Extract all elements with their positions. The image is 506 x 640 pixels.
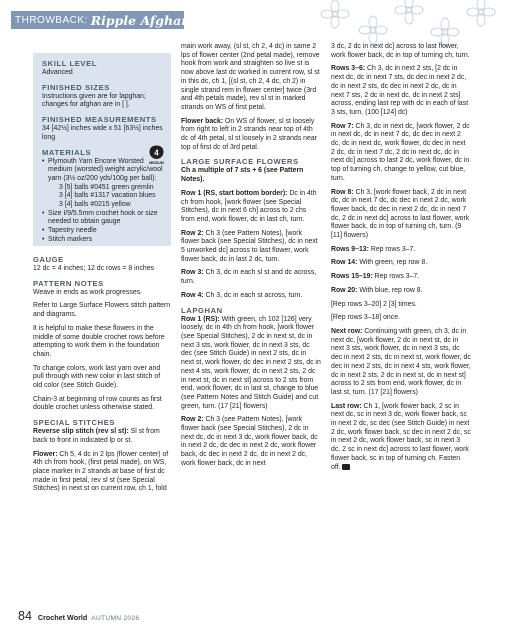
lapghan-row-1-text: With green, ch 102 [126] very loosely, dc in 4th ch from hook, [work flower (see Special Stitches), 2 dc in next st, dc in next 3 sts, work flower, dc in next 3 sts, dc dec (see Stitch Guide) in next 2 sts, dc in next st, work flower, dc dec in next 2 sts, dc in next 4 sts, work flower, dc in next 2 sts, 2 dc in next st, dc in next st] across to 2 sts from end, work flower, dc in last st, change to blue (see Pattern Notes and Stitch Guide) and cut green, turn. (17 [21] flowers): [181, 315, 321, 410]
stitch-multiple-label: Ch a multiple of 7 sts + 6 (see Pattern Notes).: [181, 167, 304, 184]
lsf-row-4-label: Row 4:: [181, 291, 204, 299]
gauge-text: 12 dc = 4 inches; 12 dc rows = 8 inches: [33, 265, 155, 272]
column-2: [181, 43, 321, 474]
lapghan-row-2-label: Row 2:: [181, 416, 204, 424]
reverse-slip-stitch-label: Reverse slip stitch (rev sl st):: [33, 428, 129, 436]
repeat-instruction-1: [Rep rows 3–20] 2 [3] times.: [331, 300, 417, 308]
yarn-weight-label: MEDIUM: [149, 160, 164, 165]
column-3: [331, 43, 471, 477]
materials-item: • Size I/9/5.5mm crochet hook or size needed to obtain gauge: [42, 210, 165, 227]
skill-level-heading: SKILL LEVEL: [42, 59, 97, 68]
finished-measurements-heading: FINISHED MEASUREMENTS: [42, 115, 157, 125]
flower-stitch-text: Ch 5, 4 dc in 2 lps (flower center) of 4th ch from hook, (first petal made), on WS, place marker in 2 strands at base of first dc made in first petal, rev sl st (see Special Stitches) in next st on current row, ch 1, fold: [33, 450, 169, 493]
row-7: [331, 123, 471, 184]
materials-item: • Plymouth Yarn Encore Worsted medium (worsted) weight acrylic/wool yarn (3½ oz/200 yds/100g per ball):: [42, 158, 165, 184]
row-8: [331, 189, 471, 241]
lsf-row-1-label: Row 1 (RS, start bottom border):: [181, 189, 288, 197]
lapghan-row-2: [181, 416, 321, 468]
lsf-row-1: [181, 190, 321, 225]
finished-sizes-heading: FINISHED SIZES: [42, 82, 110, 92]
special-stitches-heading: SPECIAL STITCHES: [33, 418, 116, 428]
row-2-continued-text: 3 dc, 2 dc in next dc] across to last flower, work flower back, dc in top of turning ch, turn.: [331, 43, 470, 59]
row-8-label: Row 8:: [331, 188, 354, 196]
row-14: [331, 259, 471, 268]
flower-stitch-paragraph: [33, 451, 171, 495]
lsf-row-3-label: Row 3:: [181, 269, 204, 277]
reverse-slip-stitch-text: Sl st from back to front in indicated lp or st.: [33, 428, 160, 444]
page-number: 84: [18, 609, 32, 623]
materials-item: • Tapestry needle: [42, 227, 165, 236]
finished-measurements-text: 34 [42½] inches wide x 51 [63½] inches long: [42, 125, 163, 141]
pattern-note: It is helpful to make these flowers in the middle of some double crochet rows before attempting to work them in the foundation chain.: [33, 324, 165, 358]
lsf-row-1-text: Dc in 4th ch from hook, [work flower (see Special Stitches), dc in next 6 ch] across to 2 chs from end, work flower, dc in last ch, turn.: [181, 189, 317, 223]
rows-3-6-label: Rows 3–6:: [331, 65, 366, 73]
lapghan-heading: LAPGHAN: [181, 305, 223, 315]
last-row-text: Ch 1, [work flower back, 2 sc in next dc, sc in next 3 dc, work flower back, sc in next 2 dc, sc dec (see Stitch Guide) in next 2 dc, work flower back, sc dec in next 2 dc, sc in next 2 dc, work flower back, sc in next 3 dc, 2 sc in next dc] across to last flower, work flower back, sc in top of turning ch. Fasten off.: [331, 402, 471, 471]
lapghan-row-1: [181, 316, 321, 412]
lsf-row-3: [181, 269, 321, 286]
last-row: [331, 403, 471, 473]
flower-stitch-label: Flower:: [33, 450, 58, 458]
flower-back-text: On WS of flower, sl st loosely from right to left in 2 strands near top of 4th dc of 4th petal, sl st loosely in 2 strands near top of first dc of 3rd petal.: [181, 117, 317, 151]
finished-sizes-text: Instructions given are for lapghan; changes for afghan are in [ ].: [42, 92, 146, 109]
large-surface-flowers-heading: LARGE SURFACE FLOWERS: [181, 157, 299, 167]
materials-item: 3 [5] balls #0451 green gremlin: [59, 183, 154, 191]
pattern-notes-list: [33, 289, 171, 413]
yarn-weight-number: 4: [154, 148, 159, 158]
skill-level-value: Advanced: [42, 69, 73, 76]
lsf-row-2-label: Row 2:: [181, 229, 204, 237]
column-1: [33, 252, 171, 499]
rows-9-13-label: Rows 9–13:: [331, 245, 369, 253]
row-14-label: Row 14:: [331, 259, 358, 267]
row-14-text: With green, rep row 8.: [357, 259, 428, 267]
materials-item: 3 [4] balls #1317 vacation blues: [59, 192, 156, 200]
next-row-label: Next row:: [331, 327, 363, 335]
end-of-pattern-icon: [342, 464, 350, 470]
rows-15-19-label: Rows 15–19:: [331, 273, 373, 281]
rows-15-19-text: Rep rows 3–7.: [372, 273, 420, 281]
next-row: [331, 328, 471, 398]
row-8-text: Ch 3, [work flower back, 2 dc in next dc, dc in next 7 dc, dc dec in next 2 dc, work flower back, dc dec in next 2 dc, dc in next 7 dc, 2 dc in next dc] across to last flower, work flower back, dc in top of turning ch, turn. (9 [11] flowers): [331, 188, 470, 240]
lapghan-row-2-text: Ch 3 (see Pattern Notes), [work flower back (see Special Stitches), 2 dc in next dc, dc in next 3 dc, work flower back, dc in next 2 dc, dc dec in next 2 dc, work flower back, dc dec in next 2 dc, dc in next 2 dc, work flower back, dc in next: [181, 416, 318, 467]
pattern-note: Chain-3 at beginning of row counts as first double crochet unless otherwise stated.: [33, 395, 162, 412]
flower-back-paragraph: [181, 118, 321, 153]
materials-heading: MATERIALS: [42, 147, 92, 157]
materials-item: • Stitch markers: [42, 236, 165, 245]
lapghan-row-1-label: Row 1 (RS):: [181, 315, 220, 323]
repeat-instruction-2: [Rep rows 3–18] once.: [331, 314, 400, 322]
pattern-note: Weave in ends as work progresses.: [33, 288, 143, 296]
lsf-row-2-text: Ch 3 (see Pattern Notes), [work flower back (see Special Stitches), dc in next 5 unworked dc] across to last flower, work flower back, dc in last 2 dc, turn.: [181, 229, 318, 263]
reverse-slip-stitch-paragraph: [33, 428, 171, 445]
pattern-notes-heading: PATTERN NOTES: [33, 278, 104, 288]
lsf-row-4-text: Ch 3, dc in each st across, turn.: [203, 291, 303, 299]
row-7-label: Row 7:: [331, 122, 354, 130]
row-20-text: With blue, rep row 8.: [357, 286, 423, 294]
next-row-text: Continuing with green, ch 3, dc in next dc, [work flower, 2 dc in next st, dc in next 3 sts, work flower, dc in next 3 sts, dc dec in next 2 sts, dc in next st, work flower, dc dec in next 2 sts, dc in next 4 sts, work flower, dc in next 2 sts, 2 dc in next st, dc in next st] across to 2 sts from end, work flower, dc in last st, turn. (17 [21] flowers): [331, 327, 471, 396]
section-banner: [11, 11, 198, 29]
row-7-text: Ch 3, dc in next dc, [work flower, 2 dc in next dc, dc in next 7 dc, dc dec in next 2 dc, dc in next dc, work flower, dc dec in next 2 dc, dc in next 7 dc, 2 dc in next dc, dc in next dc] across to last 2 dc, work flower, dc in top of turning ch, change to yellow, cut blue, turn.: [331, 122, 470, 182]
row-20-label: Row 20:: [331, 286, 358, 294]
materials-list: [42, 158, 165, 245]
rows-9-13: [331, 246, 471, 255]
banner-title: Ripple Afghans: [90, 12, 198, 28]
publication-name: Crochet World: [37, 613, 88, 622]
last-row-label: Last row:: [331, 402, 362, 410]
stitch-multiple-text: [181, 167, 321, 184]
page-footer: [18, 609, 139, 623]
rows-15-19: [331, 273, 471, 282]
banner-prefix: THROWBACK:: [15, 14, 88, 26]
pattern-note: To change colors, work last yarn over and pull through with new color in last stitch of old color (see Stitch Guide).: [33, 364, 161, 390]
pattern-note: Refer to Large Surface Flowers stitch pattern and diagrams.: [33, 302, 171, 319]
lsf-row-2: [181, 230, 321, 265]
flower-continued-text: main work away, (sl st, ch 2, 4 dc) in same 2 lps of flower center (2nd petal made), remove hook from work and straighten so live st is now above last dc worked in current row, sl st in this dc, ch 1, [(sl st, ch 2, 4 dc, ch 2) in single strand rem in flower center] twice (3rd and 4th petals made), rev sl st in marked strands on WS of first petal.: [181, 43, 320, 111]
flower-back-label: Flower back:: [181, 117, 224, 125]
rows-3-6-text: Ch 3, dc in next 2 sts, [2 dc in next dc, dc in next 7 sts, dc dec in next 2 dc, dc in next 2 sts, dc dec in next 2 dc, dc in next 7 sts, 2 dc in next dc, dc in next 2 sts] across, ending last rep with dc in each of last 3 sts, turn. (100 [124] dc): [331, 65, 469, 116]
gauge-heading: GAUGE: [33, 255, 64, 264]
materials-item: 3 [4] balls #0215 yellow: [59, 201, 131, 209]
lsf-row-3-text: Ch 3, dc in each sl st and dc across, turn.: [181, 269, 317, 286]
rows-9-13-text: Rep rows 3–7.: [368, 245, 416, 253]
pattern-info-sidebar: [33, 53, 171, 246]
row-20: [331, 287, 471, 296]
issue-label: AUTUMN 2026: [91, 615, 140, 622]
rows-3-6: [331, 65, 471, 117]
lsf-row-4: [181, 292, 321, 301]
